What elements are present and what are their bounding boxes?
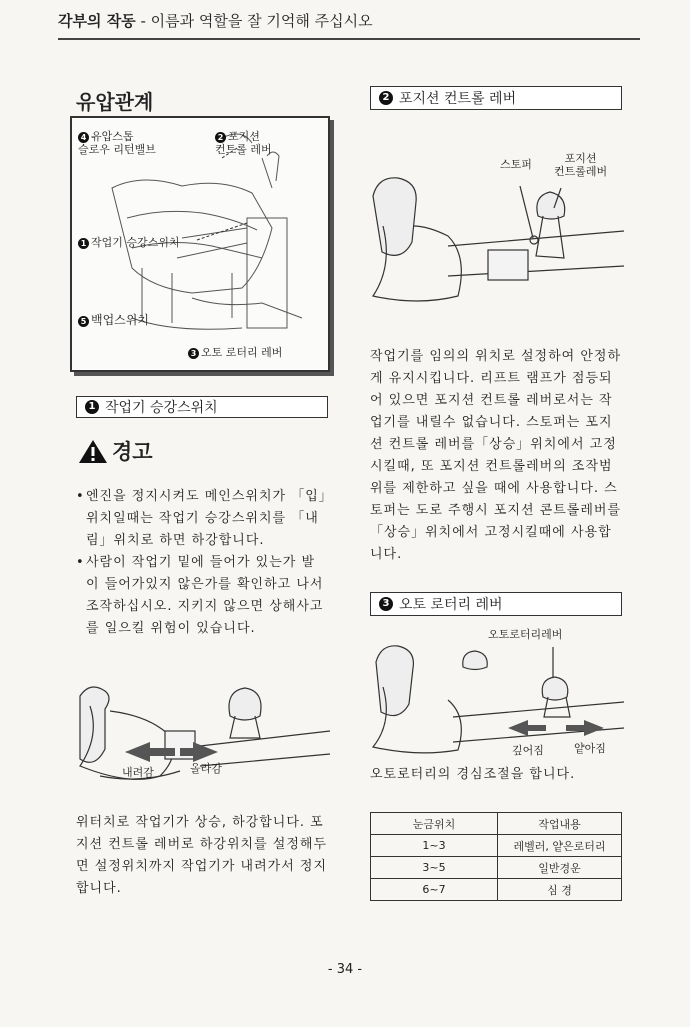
section-auto-rotary [370, 592, 622, 616]
section-number: 1 [85, 400, 99, 414]
header-rule [58, 38, 640, 40]
table-row [371, 857, 622, 879]
depth-table [370, 812, 622, 901]
page-number: - 34 - [327, 962, 363, 977]
position-lever-figure [368, 146, 624, 306]
header-subtitle: - 이름과 역할을 잘 기억해 주십시오 [135, 12, 373, 30]
column-header: 눈금위치 [371, 813, 498, 835]
label-up: 올라감 [190, 762, 222, 775]
label-text: 유압스톱 슬로우 리턴밸브 [78, 130, 156, 156]
label-text: 작업기 승강스위치 [91, 236, 180, 249]
warning-item: • 사람이 작업기 밑에 들어가 있는가 발이 들어가있지 않은가를 확인하고 나서 조작하십시오. 지키지 않으면 상해사고를 일으킬 위험이 있습니다. [76, 552, 328, 640]
label-hydraulic-stop [78, 130, 156, 156]
table-cell: 레벨러, 얕은로터리 [498, 835, 622, 857]
section-number: 3 [379, 597, 393, 611]
label-auto-rotary-lever: 오토로터리레버 [488, 628, 563, 641]
warning-list [76, 486, 328, 640]
table-row [371, 835, 622, 857]
section-lift-switch [76, 396, 328, 418]
label-lift-switch [78, 236, 180, 249]
section-title: 포지션 컨트롤 레버 [399, 91, 517, 107]
lift-switch-figure [70, 676, 330, 786]
table-cell: 6~7 [371, 879, 498, 901]
page-title: 유압관계 [76, 90, 154, 114]
table-cell: 1~3 [371, 835, 498, 857]
warning-title: 경고 [112, 440, 153, 464]
label-text: 포지션 컨트롤 레버 [215, 130, 272, 156]
table-row [371, 879, 622, 901]
label-auto-rotary-lever [188, 346, 282, 359]
label-number: 3 [188, 348, 199, 359]
warning-text: 사람이 작업기 밑에 들어가 있는가 발이 들어가있지 않은가를 확인하고 나서 조작하십시오. 지키지 않으면 상해사고를 일으킬 위험이 있습니다. [86, 555, 324, 636]
section-position-lever [370, 86, 622, 110]
label-deeper: 깊어짐 [512, 744, 544, 757]
table-cell: 3~5 [371, 857, 498, 879]
section-title: 오토 로터리 레버 [399, 597, 503, 613]
lift-switch-description: 위터치로 작업기가 상승, 하강합니다. 포지션 컨트롤 레버로 하강위치를 설정해두면 설정위치까지 작업기가 내려가서 정지합니다. [76, 815, 328, 896]
section-number: 2 [379, 91, 393, 105]
label-text: 오토 로터리 레버 [201, 346, 283, 359]
label-text: 백업스위치 [91, 313, 149, 327]
auto-rotary-figure [368, 622, 624, 760]
header-section: 각부의 작동 [58, 12, 136, 30]
hydraulic-diagram [70, 116, 330, 372]
column-header: 작업내용 [498, 813, 622, 835]
label-number: 1 [78, 238, 89, 249]
label-number: 4 [78, 132, 89, 143]
warning-heading [78, 436, 153, 466]
table-cell: 심 경 [498, 879, 622, 901]
position-lever-description: 작업기를 임의의 위치로 설정하여 안정하게 유지시킵니다. 리프트 램프가 점등되어 있으면 포지션 컨트롤 레버로서는 작업기를 내릴수 없습니다. 스토퍼는 포지션 컨트롤 레버를「상승」위치에서 고정시킬때, 또 포지션 컨트롤레버의 조작범위를 제한하고 싶을 때에 사용합니다. 스토퍼는 도로 주행시 포지션 콘트롤레버를「상승」위치에서 고정시킬때에 사용합니다. [370, 349, 622, 562]
table-cell: 일반경운 [498, 857, 622, 879]
label-shallower: 얕아짐 [574, 742, 606, 755]
section-title: 작업기 승강스위치 [105, 400, 218, 416]
auto-rotary-description: 오토로터리의 경심조절을 합니다. [370, 767, 576, 782]
label-position-lever: 포지션 컨트롤레버 [554, 152, 608, 178]
warning-item: • 엔진을 정지시켜도 메인스위치가 「입」위치일때는 작업기 승강스위치를 「내림」위치로 하면 하강합니다. [76, 486, 328, 552]
label-backup-switch [78, 314, 149, 327]
label-position-lever [215, 130, 272, 156]
page-header [58, 10, 373, 31]
auto-rotary-illustration [368, 622, 624, 760]
label-stopper: 스토퍼 [500, 158, 532, 171]
warning-text: 엔진을 정지시켜도 메인스위치가 「입」위치일때는 작업기 승강스위치를 「내림」위치로 하면 하강합니다. [86, 489, 327, 548]
label-down: 내려감 [122, 766, 154, 779]
label-number: 2 [215, 132, 226, 143]
label-number: 5 [78, 316, 89, 327]
table-header-row [371, 813, 622, 835]
warning-icon [78, 438, 108, 464]
